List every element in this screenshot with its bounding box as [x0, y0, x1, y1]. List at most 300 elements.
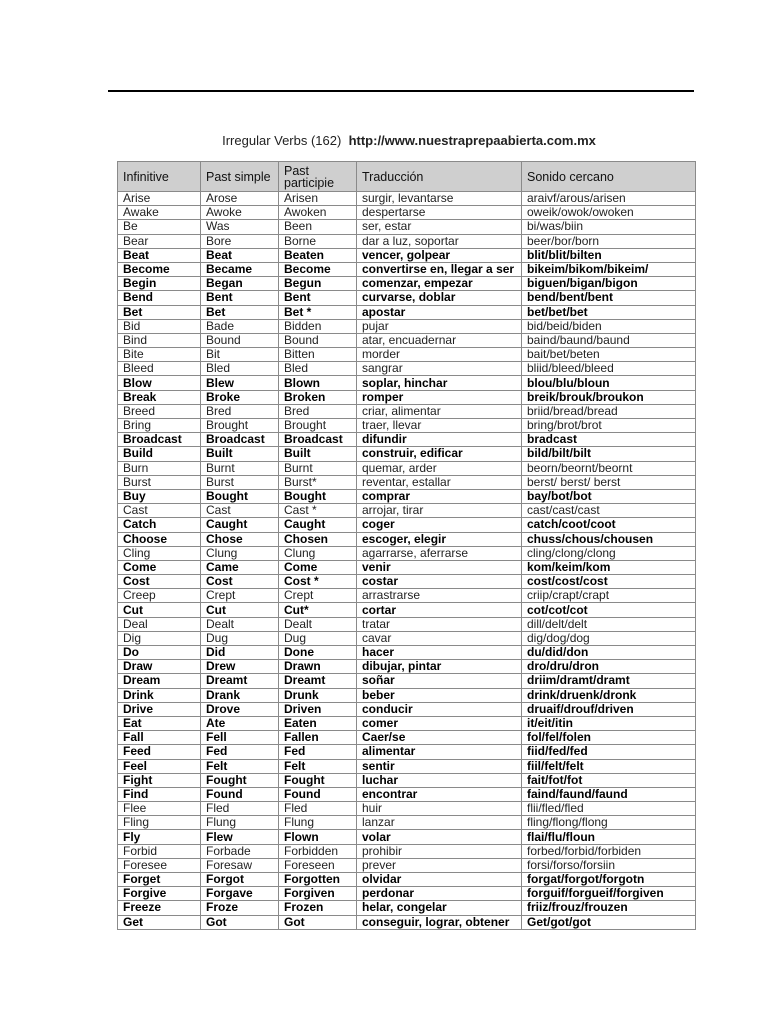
cell-past-simple: Flung	[201, 816, 279, 830]
table-row	[118, 660, 696, 674]
cell-past-participle: Foreseen	[279, 858, 357, 872]
cell-past-simple: Arose	[201, 192, 279, 206]
cell-sound: cast/cast/cast	[522, 504, 696, 518]
cell-infinitive: Forbid	[118, 844, 201, 858]
cell-past-participle: Fled	[279, 802, 357, 816]
cell-past-participle: Got	[279, 915, 357, 929]
cell-translation: morder	[357, 348, 522, 362]
cell-infinitive: Burst	[118, 475, 201, 489]
cell-infinitive: Breed	[118, 404, 201, 418]
cell-translation: conducir	[357, 702, 522, 716]
cell-infinitive: Freeze	[118, 901, 201, 915]
cell-translation: tratar	[357, 617, 522, 631]
table-row	[118, 816, 696, 830]
cell-infinitive: Cost	[118, 575, 201, 589]
cell-infinitive: Arise	[118, 192, 201, 206]
table-row	[118, 773, 696, 787]
cell-past-participle: Fed	[279, 745, 357, 759]
cell-infinitive: Feed	[118, 745, 201, 759]
cell-past-simple: Bit	[201, 348, 279, 362]
cell-infinitive: Drink	[118, 688, 201, 702]
cell-sound: blou/blu/bloun	[522, 376, 696, 390]
cell-infinitive: Blow	[118, 376, 201, 390]
cell-infinitive: Catch	[118, 518, 201, 532]
cell-translation: atar, encuadernar	[357, 333, 522, 347]
cell-translation: beber	[357, 688, 522, 702]
cell-infinitive: Beat	[118, 248, 201, 262]
cell-past-simple: Came	[201, 560, 279, 574]
cell-translation: olvidar	[357, 873, 522, 887]
cell-translation: soplar, hinchar	[357, 376, 522, 390]
column-header-past-participle: Past participie	[279, 162, 357, 192]
cell-sound: catch/coot/coot	[522, 518, 696, 532]
cell-sound: faind/faund/faund	[522, 787, 696, 801]
cell-past-participle: Bled	[279, 362, 357, 376]
cell-infinitive: Eat	[118, 716, 201, 730]
cell-translation: vencer, golpear	[357, 248, 522, 262]
table-row	[118, 461, 696, 475]
cell-infinitive: Break	[118, 390, 201, 404]
cell-infinitive: Become	[118, 262, 201, 276]
column-header-translation: Traducción	[357, 162, 522, 192]
table-row	[118, 348, 696, 362]
cell-past-simple: Crept	[201, 589, 279, 603]
cell-past-simple: Froze	[201, 901, 279, 915]
cell-infinitive: Fly	[118, 830, 201, 844]
cell-past-participle: Forgotten	[279, 873, 357, 887]
table-row	[118, 830, 696, 844]
cell-past-simple: Fled	[201, 802, 279, 816]
cell-infinitive: Feel	[118, 759, 201, 773]
cell-sound: dro/dru/dron	[522, 660, 696, 674]
cell-past-participle: Done	[279, 646, 357, 660]
cell-past-simple: Caught	[201, 518, 279, 532]
cell-sound: criip/crapt/crapt	[522, 589, 696, 603]
table-row	[118, 447, 696, 461]
cell-sound: Get/got/got	[522, 915, 696, 929]
cell-past-simple: Dug	[201, 631, 279, 645]
cell-past-participle: Borne	[279, 234, 357, 248]
table-row	[118, 759, 696, 773]
table-row	[118, 589, 696, 603]
cell-infinitive: Cast	[118, 504, 201, 518]
cell-past-simple: Drank	[201, 688, 279, 702]
cell-sound: fling/flong/flong	[522, 816, 696, 830]
cell-past-simple: Got	[201, 915, 279, 929]
cell-infinitive: Bring	[118, 419, 201, 433]
cell-infinitive: Cut	[118, 603, 201, 617]
cell-translation: comprar	[357, 489, 522, 503]
cell-past-simple: Fought	[201, 773, 279, 787]
cell-past-simple: Broadcast	[201, 433, 279, 447]
cell-infinitive: Bid	[118, 319, 201, 333]
cell-past-simple: Beat	[201, 248, 279, 262]
table-row	[118, 475, 696, 489]
table-row	[118, 433, 696, 447]
cell-translation: lanzar	[357, 816, 522, 830]
table-row	[118, 617, 696, 631]
table-row	[118, 192, 696, 206]
cell-past-participle: Clung	[279, 546, 357, 560]
table-row	[118, 915, 696, 929]
cell-sound: bait/bet/beten	[522, 348, 696, 362]
cell-sound: fol/fel/folen	[522, 731, 696, 745]
cell-past-simple: Dreamt	[201, 674, 279, 688]
cell-past-simple: Bore	[201, 234, 279, 248]
cell-translation: cortar	[357, 603, 522, 617]
cell-infinitive: Come	[118, 560, 201, 574]
table-row	[118, 248, 696, 262]
cell-infinitive: Begin	[118, 277, 201, 291]
cell-past-participle: Chosen	[279, 532, 357, 546]
cell-past-participle: Bound	[279, 333, 357, 347]
cell-translation: prever	[357, 858, 522, 872]
cell-past-participle: Drawn	[279, 660, 357, 674]
cell-sound: forsi/forso/forsiin	[522, 858, 696, 872]
cell-past-simple: Bound	[201, 333, 279, 347]
cell-translation: comenzar, empezar	[357, 277, 522, 291]
cell-infinitive: Drive	[118, 702, 201, 716]
cell-infinitive: Build	[118, 447, 201, 461]
cell-past-participle: Flown	[279, 830, 357, 844]
cell-translation: sentir	[357, 759, 522, 773]
cell-past-participle: Broadcast	[279, 433, 357, 447]
cell-sound: it/eit/itin	[522, 716, 696, 730]
table-row	[118, 291, 696, 305]
cell-translation: conseguir, lograr, obtener	[357, 915, 522, 929]
table-row	[118, 206, 696, 220]
cell-sound: bliid/bleed/bleed	[522, 362, 696, 376]
table-row	[118, 560, 696, 574]
cell-past-participle: Come	[279, 560, 357, 574]
cell-sound: cost/cost/cost	[522, 575, 696, 589]
table-row	[118, 745, 696, 759]
cell-translation: dar a luz, soportar	[357, 234, 522, 248]
cell-past-simple: Bade	[201, 319, 279, 333]
table-row	[118, 504, 696, 518]
cell-infinitive: Creep	[118, 589, 201, 603]
table-row	[118, 787, 696, 801]
cell-sound: driim/dramt/dramt	[522, 674, 696, 688]
cell-past-simple: Dealt	[201, 617, 279, 631]
cell-infinitive: Bite	[118, 348, 201, 362]
cell-sound: fiil/felt/felt	[522, 759, 696, 773]
table-header	[118, 162, 696, 192]
cell-infinitive: Find	[118, 787, 201, 801]
cell-sound: oweik/owok/owoken	[522, 206, 696, 220]
cell-translation: costar	[357, 575, 522, 589]
cell-translation: curvarse, doblar	[357, 291, 522, 305]
cell-past-simple: Chose	[201, 532, 279, 546]
cell-translation: soñar	[357, 674, 522, 688]
cell-sound: fiid/fed/fed	[522, 745, 696, 759]
cell-translation: sangrar	[357, 362, 522, 376]
cell-translation: apostar	[357, 305, 522, 319]
cell-past-participle: Brought	[279, 419, 357, 433]
cell-past-participle: Built	[279, 447, 357, 461]
cell-infinitive: Flee	[118, 802, 201, 816]
table-row	[118, 277, 696, 291]
cell-sound: forgat/forgot/forgotn	[522, 873, 696, 887]
cell-past-simple: Was	[201, 220, 279, 234]
table-row	[118, 674, 696, 688]
cell-past-simple: Foresaw	[201, 858, 279, 872]
cell-sound: drink/druenk/dronk	[522, 688, 696, 702]
cell-past-participle: Cost *	[279, 575, 357, 589]
cell-translation: traer, llevar	[357, 419, 522, 433]
cell-infinitive: Broadcast	[118, 433, 201, 447]
cell-past-simple: Forgave	[201, 887, 279, 901]
cell-translation: agarrarse, aferrarse	[357, 546, 522, 560]
cell-past-simple: Did	[201, 646, 279, 660]
cell-past-participle: Bred	[279, 404, 357, 418]
cell-sound: bend/bent/bent	[522, 291, 696, 305]
cell-past-simple: Blew	[201, 376, 279, 390]
cell-past-participle: Crept	[279, 589, 357, 603]
cell-past-simple: Forbade	[201, 844, 279, 858]
cell-past-simple: Felt	[201, 759, 279, 773]
cell-translation: construir, edificar	[357, 447, 522, 461]
cell-sound: bi/was/biin	[522, 220, 696, 234]
cell-sound: baind/baund/baund	[522, 333, 696, 347]
cell-past-simple: Became	[201, 262, 279, 276]
cell-past-simple: Bred	[201, 404, 279, 418]
table-row	[118, 234, 696, 248]
cell-past-participle: Bought	[279, 489, 357, 503]
cell-sound: breik/brouk/broukon	[522, 390, 696, 404]
table-row	[118, 858, 696, 872]
cell-past-participle: Forbidden	[279, 844, 357, 858]
cell-infinitive: Foresee	[118, 858, 201, 872]
table-row	[118, 603, 696, 617]
cell-past-participle: Blown	[279, 376, 357, 390]
cell-sound: du/did/don	[522, 646, 696, 660]
cell-infinitive: Cling	[118, 546, 201, 560]
cell-infinitive: Buy	[118, 489, 201, 503]
cell-sound: druaif/drouf/driven	[522, 702, 696, 716]
cell-past-simple: Ate	[201, 716, 279, 730]
cell-past-participle: Driven	[279, 702, 357, 716]
cell-past-participle: Dealt	[279, 617, 357, 631]
table-row	[118, 546, 696, 560]
cell-sound: flai/flu/floun	[522, 830, 696, 844]
cell-past-simple: Bled	[201, 362, 279, 376]
table-row	[118, 319, 696, 333]
table-row	[118, 688, 696, 702]
cell-translation: reventar, estallar	[357, 475, 522, 489]
column-header-past-simple: Past simple	[201, 162, 279, 192]
cell-translation: encontrar	[357, 787, 522, 801]
cell-past-participle: Cast *	[279, 504, 357, 518]
cell-past-simple: Clung	[201, 546, 279, 560]
table-row	[118, 802, 696, 816]
cell-sound: forguif/forgueif/forgiven	[522, 887, 696, 901]
cell-translation: helar, congelar	[357, 901, 522, 915]
cell-translation: luchar	[357, 773, 522, 787]
cell-past-participle: Bidden	[279, 319, 357, 333]
cell-past-participle: Been	[279, 220, 357, 234]
cell-past-participle: Burst*	[279, 475, 357, 489]
cell-infinitive: Fling	[118, 816, 201, 830]
table-row	[118, 646, 696, 660]
cell-past-participle: Found	[279, 787, 357, 801]
cell-past-simple: Bought	[201, 489, 279, 503]
cell-past-participle: Bitten	[279, 348, 357, 362]
cell-past-participle: Become	[279, 262, 357, 276]
cell-translation: prohibir	[357, 844, 522, 858]
cell-past-simple: Drew	[201, 660, 279, 674]
cell-sound: cling/clong/clong	[522, 546, 696, 560]
table-row	[118, 390, 696, 404]
cell-infinitive: Be	[118, 220, 201, 234]
cell-sound: bay/bot/bot	[522, 489, 696, 503]
cell-past-simple: Began	[201, 277, 279, 291]
cell-sound: bring/brot/brot	[522, 419, 696, 433]
cell-infinitive: Deal	[118, 617, 201, 631]
table-row	[118, 404, 696, 418]
cell-past-simple: Broke	[201, 390, 279, 404]
column-header-infinitive: Infinitive	[118, 162, 201, 192]
column-header-sound: Sonido cercano	[522, 162, 696, 192]
cell-infinitive: Do	[118, 646, 201, 660]
cell-translation: quemar, arder	[357, 461, 522, 475]
cell-translation: escoger, elegir	[357, 532, 522, 546]
table-row	[118, 262, 696, 276]
table-row	[118, 873, 696, 887]
cell-sound: chuss/chous/chousen	[522, 532, 696, 546]
cell-past-participle: Broken	[279, 390, 357, 404]
cell-infinitive: Forget	[118, 873, 201, 887]
cell-translation: venir	[357, 560, 522, 574]
cell-sound: bid/beid/biden	[522, 319, 696, 333]
cell-translation: difundir	[357, 433, 522, 447]
cell-infinitive: Get	[118, 915, 201, 929]
cell-translation: comer	[357, 716, 522, 730]
cell-translation: perdonar	[357, 887, 522, 901]
header-row	[118, 162, 696, 192]
cell-past-simple: Forgot	[201, 873, 279, 887]
cell-past-simple: Cost	[201, 575, 279, 589]
cell-infinitive: Choose	[118, 532, 201, 546]
cell-translation: despertarse	[357, 206, 522, 220]
cell-infinitive: Fall	[118, 731, 201, 745]
cell-past-simple: Bet	[201, 305, 279, 319]
table-row	[118, 532, 696, 546]
cell-past-simple: Flew	[201, 830, 279, 844]
cell-translation: coger	[357, 518, 522, 532]
cell-sound: flii/fled/fled	[522, 802, 696, 816]
table-row	[118, 489, 696, 503]
cell-past-participle: Felt	[279, 759, 357, 773]
table-row	[118, 333, 696, 347]
cell-translation: alimentar	[357, 745, 522, 759]
cell-past-simple: Fed	[201, 745, 279, 759]
cell-past-participle: Awoken	[279, 206, 357, 220]
table-row	[118, 844, 696, 858]
cell-past-simple: Burnt	[201, 461, 279, 475]
cell-sound: dill/delt/delt	[522, 617, 696, 631]
cell-infinitive: Bind	[118, 333, 201, 347]
cell-past-simple: Fell	[201, 731, 279, 745]
cell-translation: convertirse en, llegar a ser	[357, 262, 522, 276]
cell-infinitive: Draw	[118, 660, 201, 674]
table-row	[118, 631, 696, 645]
top-rule	[108, 90, 694, 92]
table-row	[118, 305, 696, 319]
cell-translation: cavar	[357, 631, 522, 645]
cell-infinitive: Fight	[118, 773, 201, 787]
document-title	[116, 133, 702, 148]
cell-translation: arrastrarse	[357, 589, 522, 603]
cell-infinitive: Bet	[118, 305, 201, 319]
cell-translation: volar	[357, 830, 522, 844]
table-row	[118, 716, 696, 730]
cell-sound: dig/dog/dog	[522, 631, 696, 645]
cell-translation: arrojar, tirar	[357, 504, 522, 518]
cell-sound: berst/ berst/ berst	[522, 475, 696, 489]
cell-translation: Caer/se	[357, 731, 522, 745]
cell-translation: romper	[357, 390, 522, 404]
cell-sound: bradcast	[522, 433, 696, 447]
cell-past-simple: Awoke	[201, 206, 279, 220]
cell-past-participle: Frozen	[279, 901, 357, 915]
cell-infinitive: Bleed	[118, 362, 201, 376]
cell-sound: friiz/frouz/frouzen	[522, 901, 696, 915]
cell-translation: hacer	[357, 646, 522, 660]
cell-translation: criar, alimentar	[357, 404, 522, 418]
cell-past-participle: Dreamt	[279, 674, 357, 688]
table-body	[118, 192, 696, 930]
cell-sound: beer/bor/born	[522, 234, 696, 248]
cell-past-simple: Burst	[201, 475, 279, 489]
cell-infinitive: Dig	[118, 631, 201, 645]
table-row	[118, 220, 696, 234]
cell-sound: bet/bet/bet	[522, 305, 696, 319]
cell-past-simple: Cast	[201, 504, 279, 518]
table-row	[118, 362, 696, 376]
cell-past-participle: Bet *	[279, 305, 357, 319]
cell-past-participle: Eaten	[279, 716, 357, 730]
cell-past-simple: Built	[201, 447, 279, 461]
cell-translation: huir	[357, 802, 522, 816]
cell-past-participle: Burnt	[279, 461, 357, 475]
cell-past-simple: Found	[201, 787, 279, 801]
irregular-verbs-table	[117, 161, 696, 930]
cell-past-participle: Cut*	[279, 603, 357, 617]
table-row	[118, 518, 696, 532]
cell-sound: forbed/forbid/forbiden	[522, 844, 696, 858]
cell-sound: fait/fot/fot	[522, 773, 696, 787]
cell-infinitive: Awake	[118, 206, 201, 220]
cell-sound: briid/bread/bread	[522, 404, 696, 418]
cell-sound: bikeim/bikom/bikeim/	[522, 262, 696, 276]
cell-past-participle: Beaten	[279, 248, 357, 262]
cell-past-participle: Fallen	[279, 731, 357, 745]
cell-infinitive: Burn	[118, 461, 201, 475]
cell-past-participle: Bent	[279, 291, 357, 305]
cell-infinitive: Bear	[118, 234, 201, 248]
cell-translation: dibujar, pintar	[357, 660, 522, 674]
table-row	[118, 901, 696, 915]
cell-translation: pujar	[357, 319, 522, 333]
cell-sound: biguen/bigan/bigon	[522, 277, 696, 291]
cell-infinitive: Forgive	[118, 887, 201, 901]
cell-past-participle: Forgiven	[279, 887, 357, 901]
table-row	[118, 419, 696, 433]
cell-past-participle: Flung	[279, 816, 357, 830]
cell-sound: beorn/beornt/beornt	[522, 461, 696, 475]
cell-past-participle: Dug	[279, 631, 357, 645]
